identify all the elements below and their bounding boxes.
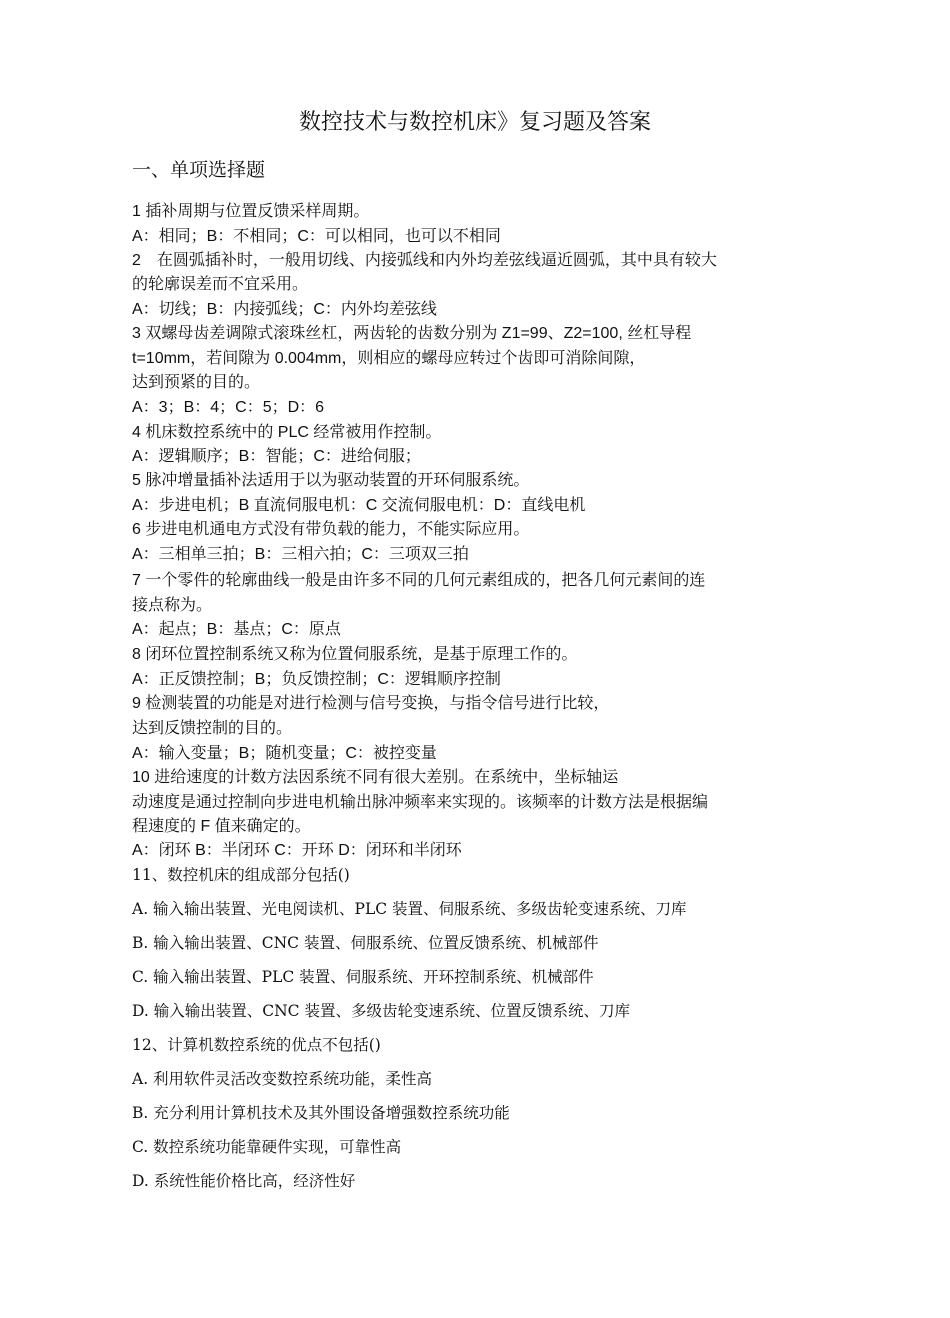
text-line: 动速度是通过控制向步进电机输出脉冲频率来实现的。该频率的计数方法是根据编 — [132, 794, 709, 811]
option-line: A. 利用软件灵活改变数控系统功能，柔性高 — [132, 1070, 433, 1088]
text-line: 达到反馈控制的目的。 — [132, 720, 293, 737]
text-line: 4 机床数控系统中的 PLC 经常被用作控制。 — [132, 424, 442, 441]
text-line: 的轮廓误差而不宜采用。 — [132, 276, 309, 293]
option-line: B. 输入输出装置、CNC 装置、伺服系统、位置反馈系统、机械部件 — [132, 934, 599, 952]
option-line: D. 输入输出装置、CNC 装置、多级齿轮变速系统、位置反馈系统、刀库 — [132, 1002, 630, 1020]
document-title: 数控技术与数控机床》复习题及答案 — [298, 110, 651, 135]
text-line: 程速度的 F 值来确定的。 — [132, 818, 311, 835]
option-line: C. 输入输出装置、PLC 装置、伺服系统、开环控制系统、机械部件 — [132, 968, 594, 986]
text-line: 10 进给速度的计数方法因系统不同有很大差别。在系统中，坐标轴运 — [132, 769, 619, 786]
text-line: 6 步进电机通电方式没有带负载的能力，不能实际应用。 — [132, 521, 530, 538]
text-line: A：3；B：4；C：5；D：6 — [132, 399, 325, 416]
text-line: 达到预紧的目的。 — [132, 374, 261, 391]
text-line: A：相同；B：不相同；C：可以相同，也可以不相同 — [132, 228, 501, 245]
text-line: 1 插补周期与位置反馈采样周期。 — [132, 203, 370, 220]
option-line: A. 输入输出装置、光电阅读机、PLC 装置、伺服系统、多级齿轮变速系统、刀库 — [132, 900, 687, 918]
text-line: A：切线；B：内接弧线；C：内外均差弦线 — [132, 301, 437, 318]
text-line: A：起点；B：基点；C：原点 — [132, 621, 341, 638]
text-line: A：逻辑顺序；B：智能；C：进给伺服； — [132, 448, 421, 465]
text-line: 8 闭环位置控制系统又称为位置伺服系统，是基于原理工作的。 — [132, 646, 578, 663]
section-heading: 一、单项选择题 — [132, 159, 266, 181]
text-line: A：闭环 B：半闭环 C：开环 D：闭环和半闭环 — [132, 842, 462, 859]
text-line: 9 检测装置的功能是对进行检测与信号变换，与指令信号进行比较， — [132, 695, 610, 712]
text-line: A：正反馈控制；B；负反馈控制；C：逻辑顺序控制 — [132, 671, 501, 688]
text-line: 接点称为。 — [132, 597, 213, 614]
text-line: 3 双螺母齿差调隙式滚珠丝杠，两齿轮的齿数分别为 Z1=99、Z2=100, 丝杠导程 — [132, 325, 692, 342]
text-line: t=10mm，若间隙为 0.004mm，则相应的螺母应转过个齿即可消除间隙， — [132, 350, 646, 367]
text-line: A：步进电机；B 直流伺服电机：C 交流伺服电机：D：直线电机 — [132, 497, 586, 514]
option-line: B. 充分利用计算机技术及其外围设备增强数控系统功能 — [132, 1104, 510, 1122]
text-line: 2 在圆弧插补时，一般用切线、内接弧线和内外均差弦线逼近圆弧，其中具有较大 — [132, 252, 717, 269]
option-line: D. 系统性能价格比高，经济性好 — [132, 1172, 356, 1190]
text-line: A：三相单三拍；B：三相六拍；C：三项双三拍 — [132, 546, 469, 563]
text-line: 5 脉冲增量插补法适用于以为驱动装置的开环伺服系统。 — [132, 472, 530, 489]
question-11: 11、数控机床的组成部分包括() — [132, 866, 350, 884]
text-line: A：输入变量；B；随机变量；C：被控变量 — [132, 745, 437, 762]
question-12: 12、计算机数控系统的优点不包括() — [132, 1036, 381, 1054]
option-line: C. 数控系统功能靠硬件实现，可靠性高 — [132, 1138, 402, 1156]
text-line: 7 一个零件的轮廓曲线一般是由许多不同的几何元素组成的，把各几何元素间的连 — [132, 572, 706, 589]
